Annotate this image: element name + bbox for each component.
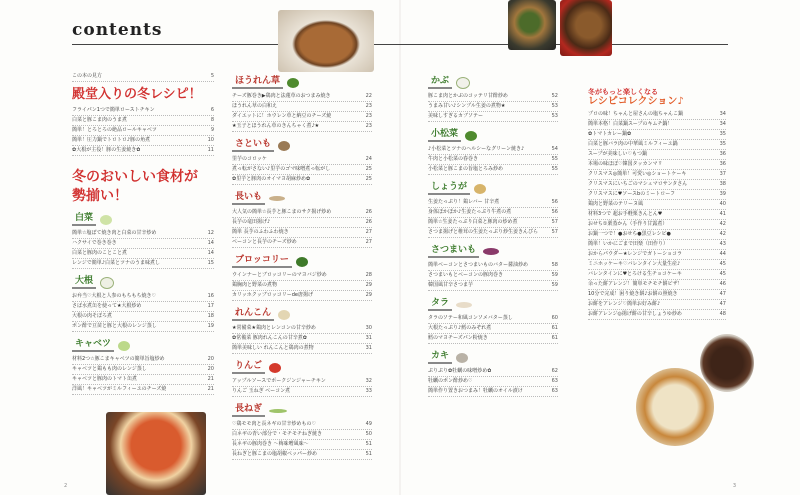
photo-stirfry (508, 0, 556, 50)
broccoli-icon (296, 257, 308, 267)
apple-icon (269, 363, 281, 373)
page-title: contents (72, 20, 163, 40)
toc-row[interactable]: クリスマスに♥ソースbのミートローフ 39 (588, 190, 726, 200)
toc-row[interactable]: 簡単！とろとろの絶品ロールキャベツ 9 (72, 126, 214, 136)
toc-row[interactable]: キャベツと鶏もも肉のレンジ蒸し 20 (72, 365, 214, 375)
toc-row[interactable]: 簡単作り置きおつまみ！牡蠣のオイル漬け 63 (428, 387, 558, 397)
toc-row[interactable]: さば水煮缶を使って★大根炒め 17 (72, 302, 214, 312)
oyster-icon (456, 353, 468, 363)
toc-row[interactable]: お鍋一つで！●おせち●黒豆レシピ● 42 (588, 230, 726, 240)
section-daikon: 大根 (72, 276, 214, 289)
toc-row-intro[interactable]: この本の見方 5 (72, 72, 214, 82)
section-apple: りんご (232, 361, 372, 374)
toc-row[interactable]: 簡単！いかにごまで田楽（田作り） 43 (588, 240, 726, 250)
toc-row[interactable]: 簡単ベーコンとさつまいものバター醤油炒め 58 (428, 261, 558, 271)
toc-row[interactable]: アップルソースでポークジンジャーチキン 32 (232, 377, 372, 387)
toc-row[interactable]: クリスマス◎簡単！可愛い◎ショートケーキ 37 (588, 170, 726, 180)
toc-row[interactable]: 鶏胸肉と野菜の煮物 29 (232, 281, 372, 291)
toc-row[interactable]: 鱈のマヨチーズパン粉焼き 61 (428, 334, 558, 344)
toc-row[interactable]: ✿トマトカレー鍋✿ 35 (588, 130, 726, 140)
toc-row[interactable]: ✿里芋と豚肉のオイマヨ胡麻炒め✿ 25 (232, 175, 372, 185)
toc-row[interactable]: ✿大根が主役！豚の生姜焼き✿ 11 (72, 146, 214, 156)
page-number-right: 3 (732, 483, 736, 489)
toc-row[interactable]: 材料2つ☆豚こまキャベツの簡単旨塩炒め 20 (72, 355, 214, 365)
toc-row[interactable]: 長芋の竜田揚げ♪ 26 (232, 218, 372, 228)
fish-icon (456, 302, 472, 308)
toc-row[interactable]: レンジで簡単♪白菜とツナのうま味煮し 15 (72, 259, 214, 269)
toc-row[interactable]: 10分で完成！困り焼き餅♪お餅の照焼き 47 (588, 290, 726, 300)
toc-row[interactable]: 簡単本格！白菜鍋スープのキムチ鍋！ 34 (588, 120, 726, 130)
toc-row[interactable]: お弁当♡大根と人参のもちもち焼き♡ 16 (72, 292, 214, 302)
photo-hamburg (278, 10, 374, 72)
toc-row[interactable]: ポン酢で豆苗と豚と大根のレンジ蒸し 19 (72, 322, 214, 332)
toc-row[interactable]: ♪小松菜とツナのヘルシーなグリーン焼き♪ 54 (428, 145, 558, 155)
promo-column (588, 88, 726, 320)
photo-pizza (636, 368, 714, 446)
toc-row[interactable]: チーズ豚巻き▶鶏肉と法蓮草のおつまみ焼き 22 (232, 92, 372, 102)
toc-row[interactable]: りんご 玉ねぎ ベーコン煮 33 (232, 387, 372, 397)
toc-row[interactable]: ぷりぷり✿牡蠣の味噌炒め✿ 62 (428, 367, 558, 377)
toc-row[interactable]: 煮っ転がさない♪里芋のゴマ味噌煮っ転がし 25 (232, 165, 372, 175)
radish-icon (100, 277, 114, 289)
toc-row[interactable]: 身体ぽかぽか♪生姜たっぷり牛煮の煮 56 (428, 208, 558, 218)
toc-row[interactable]: 生姜たっぷり！鶏レバー 甘辛煮 56 (428, 198, 558, 208)
right-page-column (428, 76, 558, 397)
komatsuna-icon (465, 131, 477, 141)
section-komatsuna: 小松菜 (428, 129, 558, 142)
lotus-root-icon (278, 310, 290, 320)
photo-chocolate (700, 334, 754, 392)
toc-row[interactable]: ★常備菜★鶏肉とレンコンの甘辛炒め 30 (232, 324, 372, 334)
toc-row[interactable]: ウインナーとブロッコリーのマヨバジ炒め 28 (232, 271, 372, 281)
toc-row[interactable]: ★玉子とほうれん草のきんちゃく煮♪★ 23 (232, 122, 372, 132)
toc-row[interactable]: お餅をアレンジ♡簡単お好み餅♪ 47 (588, 300, 726, 310)
photo-meat-dish (560, 0, 612, 56)
photo-casserole (106, 412, 206, 495)
section-cod: タラ (428, 298, 558, 311)
section-sweet-potato: さつまいも (428, 245, 558, 258)
middle-column (232, 76, 372, 460)
spinach-icon (287, 78, 299, 88)
toc-row[interactable]: さつま揚げと椎茸の生姜たっぷり炒生姜きんぴら 57 (428, 228, 558, 238)
promo-subtitle: レシピコレクション♪ (588, 96, 684, 107)
toc-row[interactable]: 洋風！キャベツがミルフィーユのチーズ焼 21 (72, 385, 214, 395)
section-broccoli: ブロッコリー (232, 255, 372, 268)
toc-row[interactable]: プロの味！ちゃんと屋さんの塩ちゃんこ鍋 34 (588, 110, 726, 120)
feature-title-ingredients: 冬のおいしい食材が 勢揃い！ (72, 169, 198, 204)
toc-row[interactable]: 簡単☆生姜たっぷり白菜と豚肉の炒め煮 57 (428, 218, 558, 228)
toc-row[interactable]: 材料3つで 超お手軽栗きんとん♥ 41 (588, 210, 726, 220)
section-taro: さといも (232, 139, 372, 152)
toc-row[interactable]: 簡単美味しい れんこんと鶏肉の煮物 31 (232, 344, 372, 354)
toc-row[interactable]: 大根の肉そぼろ煮 18 (72, 312, 214, 322)
section-oyster: カキ (428, 351, 558, 364)
toc-row[interactable]: 大人気の簡単☆長芋と豚こまのサク揚げ炒め 26 (232, 208, 372, 218)
toc-row[interactable]: 里芋のコロッケ 24 (232, 155, 372, 165)
toc-row[interactable]: 簡単！圧力鍋でトロトロ♪豚の角煮 10 (72, 136, 214, 146)
section-hakusai: 白菜 (72, 213, 214, 226)
toc-row[interactable]: 鶏肉と野菜のテリーヌ風 40 (588, 200, 726, 210)
toc-row[interactable]: タラのソテー和風コンソメバター蒸し 60 (428, 314, 558, 324)
turnip-icon (456, 77, 470, 89)
toc-row[interactable]: キャベツと豚肉のトマト缶煮 21 (72, 375, 214, 385)
toc-row[interactable]: 簡単☆塩ぼて焼き肉と白菜の甘辛炒め 12 (72, 229, 214, 239)
taro-icon (278, 141, 290, 151)
toc-row[interactable]: おせち①栗蒸かん（手作り甘露煮） 42 (588, 220, 726, 230)
toc-row[interactable]: カリッホクッブロッコリーde唐揚げ 29 (232, 291, 372, 301)
page-fold (399, 0, 401, 495)
page-number-left: 2 (64, 483, 68, 489)
section-ginger: しょうが (428, 182, 558, 195)
cabbage-icon (118, 341, 130, 351)
toc-row[interactable]: クリスマスにいちごのマシュマロサンタさん 38 (588, 180, 726, 190)
section-spinach: ほうれん草 (232, 76, 372, 89)
toc-row[interactable]: 余った餅アレンジ！簡単モチモチ餅ピザ！ 46 (588, 280, 726, 290)
toc-row[interactable]: バレンタインに♥とろける生チョコケーキ 45 (588, 270, 726, 280)
feature1-list (72, 106, 214, 156)
section-cabbage: キャベツ (72, 339, 214, 352)
toc-row[interactable]: ✿常備菜 豚肉れんこんの甘辛煮✿ 31 (232, 334, 372, 344)
feature-title-winter: 殿堂入りの冬レシピ！ (72, 87, 202, 102)
section-turnip: かぶ (428, 76, 558, 89)
toc-row[interactable]: 白菜と豚バラ肉の中華風ミルフィーユ鍋 35 (588, 140, 726, 150)
toc-row[interactable]: 小松菜と豚こまの旨塩とろみ炒め 55 (428, 165, 558, 175)
toc-row[interactable]: 韓国風甘辛さつま芋 59 (428, 281, 558, 291)
toc-row[interactable]: ほうれん草の白和え 23 (232, 102, 372, 112)
toc-row[interactable]: 美味しすぎるカブソテー 53 (428, 112, 558, 122)
toc-row[interactable]: 長ネギの豚肉巻き ～梅味噌風味～ 51 (232, 440, 372, 450)
ginger-icon (474, 184, 486, 194)
toc-row[interactable]: 長ねぎと豚こまの塩胡椒ペッパー炒め 51 (232, 450, 372, 460)
toc-row[interactable]: ダイエットに！ホウレン草と納豆のチーズ焼 23 (232, 112, 372, 122)
toc-row[interactable]: 白ネギの青い部分で・モチモチねぎ焼き 50 (232, 430, 372, 440)
toc-row[interactable]: ハクサイで巻き巻き 14 (72, 239, 214, 249)
toc-row[interactable]: スープが美味しい♡もつ鍋 36 (588, 150, 726, 160)
toc-row[interactable]: 白菜と豚肉のことこと煮 14 (72, 249, 214, 259)
toc-row[interactable]: ♡鶏モモ肉と長ネギの甘辛炒めもの♡ 49 (232, 420, 372, 430)
toc-row[interactable]: 簡単 長芋のふわふわ焼き 27 (232, 228, 372, 238)
leek-icon (269, 409, 287, 413)
toc-row[interactable]: 白菜と豚こま肉のうま煮 8 (72, 116, 214, 126)
section-lotus-root: れんこん (232, 308, 372, 321)
toc-row[interactable]: 本場の味ほぼ♡韓国タッカンマリ 36 (588, 160, 726, 170)
left-column (72, 72, 214, 395)
promo-title: 冬がもっと楽しくなる (588, 88, 658, 96)
toc-row[interactable]: 牡蠣のポン酢炒め♡ 63 (428, 377, 558, 387)
yam-icon (269, 196, 285, 201)
section-yam: 長いも (232, 192, 372, 205)
toc-row[interactable]: お餅アレンジ◎揚げ餅の甘辛しょうゆ炒め 48 (588, 310, 726, 320)
cabbage-icon (100, 215, 112, 225)
header-rule (72, 44, 728, 45)
sweet-potato-icon (483, 248, 499, 255)
toc-row[interactable]: 牛肉と小松菜の春巻き 55 (428, 155, 558, 165)
toc-row[interactable]: ベーコンと長芋のチーズ炒め 27 (232, 238, 372, 248)
toc-row[interactable]: おからパウダー★レンジでガトーショコラ 44 (588, 250, 726, 260)
toc-row[interactable]: さつまいもとベーコンの豚肉巻き 59 (428, 271, 558, 281)
toc-row[interactable]: フライパン1つで簡単ローストチキン 6 (72, 106, 214, 116)
toc-row[interactable]: 豚こま肉とかぶのコッテリ甘酢炒め 52 (428, 92, 558, 102)
section-leek: 長ねぎ (232, 404, 372, 417)
toc-row[interactable]: ミニホッケーキ♡バレンタイン大量生産♪ 45 (588, 260, 726, 270)
toc-row[interactable]: うまみ甘い♪シンプル生姜の煮物★ 53 (428, 102, 558, 112)
toc-row[interactable]: 大根たっぷり♪鱈のみぞれ煮 61 (428, 324, 558, 334)
